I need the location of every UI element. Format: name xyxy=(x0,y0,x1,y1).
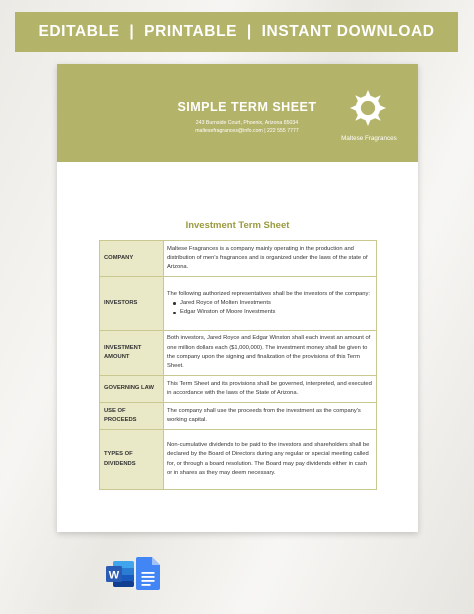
table-row xyxy=(100,430,377,490)
row-label: USE OF PROCEEDS xyxy=(100,403,164,430)
svg-text:W: W xyxy=(108,569,120,582)
row-content: This Term Sheet and its provisions shall be governed, interpreted, and executed in accordance with the laws of the State of Arizona. xyxy=(164,376,377,403)
row-label: INVESTORS xyxy=(100,277,164,331)
table-row xyxy=(100,376,377,403)
company-name: Maltese Fragrances xyxy=(341,135,397,142)
row-text: The following authorized representatives shall be the investors of the company: xyxy=(167,290,371,297)
document-title: SIMPLE TERM SHEET xyxy=(177,100,317,114)
address-line: 243 Burnside Court, Phoenix, Arizona 85034 xyxy=(195,120,299,126)
row-label: GOVERNING LAW xyxy=(100,376,164,403)
investor-list xyxy=(167,299,372,318)
table-row xyxy=(100,241,377,277)
section-title: Investment Term Sheet xyxy=(185,220,290,231)
list-item: Edgar Winston of Moore Investments xyxy=(173,308,372,317)
document-header xyxy=(57,64,418,162)
row-content: Maltese Fragrances is a company mainly operating in the production and distribution of men's fragrances and is organized under the laws of the state of Arizona. xyxy=(164,241,377,277)
features-banner xyxy=(15,12,458,52)
table-row xyxy=(100,331,377,376)
list-item: Jared Royce of Molten Investments xyxy=(173,299,372,308)
document-preview xyxy=(57,64,418,532)
google-docs-icon xyxy=(136,557,160,590)
row-content: Non-cumulative dividends to be paid to the investors and shareholders shall be declared by the Board of Directors during any regular or special meeting called for, or through a board resolution. The Board may pay dividends either in cash or in shares as they may deem necessary. xyxy=(164,430,377,490)
row-content xyxy=(164,277,377,331)
sunburst-logo-icon xyxy=(349,89,387,127)
row-content: The company shall use the proceeds from the investment as the company's working capital. xyxy=(164,403,377,430)
term-sheet-table xyxy=(99,240,377,490)
row-label: COMPANY xyxy=(100,241,164,277)
microsoft-word-icon xyxy=(104,558,136,590)
table-row xyxy=(100,277,377,331)
row-label: TYPES OF DIVIDENDS xyxy=(100,430,164,490)
document-address-block xyxy=(157,119,337,135)
row-content: Both investors, Jared Royce and Edgar Winston shall each invest an amount of one million dollars each ($1,000,000). The investment money shall be given to the company upon the signing and finalization of the provisions of this Term Sheet. xyxy=(164,331,377,376)
row-label: INVESTMENT AMOUNT xyxy=(100,331,164,376)
banner-text: EDITABLE | PRINTABLE | INSTANT DOWNLOAD xyxy=(38,23,435,40)
contact-line: maltesefragrances@info.com | 222 555 7777 xyxy=(195,128,299,134)
table-row xyxy=(100,403,377,430)
